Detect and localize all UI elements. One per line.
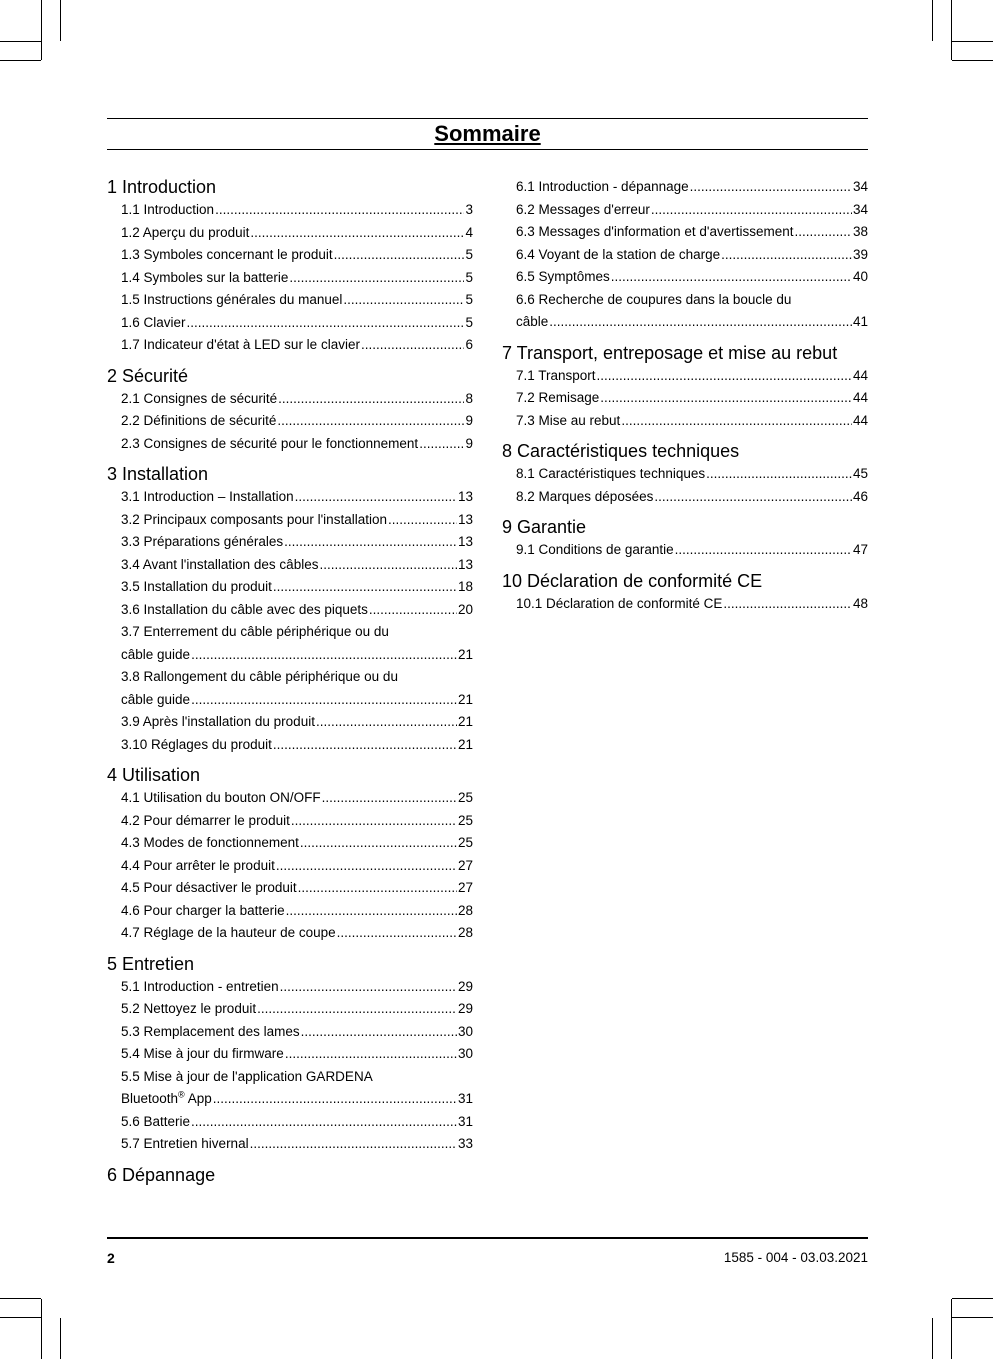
toc-entry[interactable] [502, 266, 868, 289]
toc-entry-label [121, 734, 272, 757]
toc-entry-page: 5 [465, 269, 473, 285]
toc-entry[interactable] [107, 832, 473, 855]
toc-entry-text: 2.1 Consignes de sécurité [121, 390, 278, 406]
toc-entry-label-line1[interactable]: 3.8 Rallongement du câble périphérique ou du [121, 669, 398, 684]
dot-leader [654, 486, 852, 509]
toc-section [107, 463, 473, 756]
dot-leader [257, 998, 457, 1021]
toc-entry-label [121, 509, 387, 532]
crop-mark [0, 1298, 41, 1299]
toc-entry-text: 2.3 Consignes de sécurité pour le fonctionnement [121, 435, 419, 451]
toc-entry[interactable] [107, 554, 473, 577]
toc-entry-text: 6.2 Messages d'erreur [516, 201, 650, 217]
toc-entry-label [121, 855, 275, 878]
dot-leader [191, 1111, 457, 1134]
dot-leader [316, 711, 457, 734]
toc-entry-page: 45 [852, 466, 868, 481]
toc-entry-label [121, 810, 290, 833]
toc-entry-text: 1.1 Introduction [121, 202, 215, 217]
dot-leader [301, 1021, 457, 1044]
toc-entry[interactable] [107, 877, 473, 900]
crop-mark [951, 0, 952, 60]
section-title[interactable]: 1 Introduction [107, 177, 217, 197]
toc-entry[interactable] [107, 410, 473, 433]
toc-entry-label [121, 1111, 190, 1134]
toc-entry-page: 13 [457, 534, 473, 549]
toc-entry-page: 9 [465, 435, 473, 451]
section-title[interactable]: 4 Utilisation [107, 765, 201, 785]
toc-entry-text: 3.10 Réglages du produit [121, 736, 272, 752]
crop-mark [0, 1317, 41, 1318]
toc-entry-page: 27 [457, 880, 473, 895]
toc-entry-page: 41 [852, 314, 868, 329]
toc-entry[interactable] [107, 199, 473, 222]
toc-entry-label [516, 311, 548, 334]
toc-entry-text: 1.2 Aperçu du produit [121, 224, 250, 240]
toc-entry-page: 34 [852, 179, 868, 194]
footer-page-number: 2 [107, 1250, 115, 1266]
toc-entry-page: 30 [457, 1023, 473, 1039]
toc-entry[interactable] [107, 1133, 473, 1156]
toc-entry-label [121, 1043, 284, 1066]
toc-entry[interactable] [502, 486, 868, 509]
toc-entry-page: 29 [457, 978, 473, 994]
toc-entry-page: 38 [852, 224, 868, 239]
dot-leader [250, 1133, 457, 1156]
toc-entry-label [121, 244, 333, 267]
toc-entry-label [516, 199, 650, 222]
crop-mark [0, 60, 41, 61]
dot-leader [651, 199, 852, 222]
toc-entry[interactable] [107, 1021, 473, 1044]
section-title[interactable]: 10 Déclaration de conformité CE [502, 570, 763, 591]
toc-entry-label [121, 832, 299, 855]
toc-entry-page: 44 [852, 390, 868, 405]
toc-entry-text: 4.6 Pour charger la batterie [121, 902, 285, 918]
toc-entry-text: 4.7 Réglage de la hauteur de coupe [121, 925, 336, 940]
toc-entry-text: 3.1 Introduction – Installation [121, 489, 294, 504]
dot-leader [286, 900, 457, 923]
toc-entry-label [121, 998, 256, 1021]
toc-entry[interactable] [502, 221, 868, 244]
toc-entry-text: 5.6 Batterie [121, 1113, 191, 1129]
dot-leader [215, 199, 464, 222]
toc-entry[interactable] [107, 599, 473, 622]
dot-leader [600, 387, 852, 410]
toc-entry-page: 40 [852, 269, 868, 284]
toc-entry-page: 13 [457, 489, 473, 504]
toc-entry-text: 1.5 Instructions générales du manuel [121, 292, 343, 307]
toc-entry-label [516, 266, 610, 289]
toc-entry-label [121, 199, 214, 222]
toc-entry[interactable] [502, 311, 868, 334]
toc-entry[interactable] [502, 539, 868, 562]
toc-entry[interactable] [107, 1043, 473, 1066]
toc-entry[interactable] [502, 593, 868, 616]
toc-entry[interactable] [107, 787, 473, 810]
crop-mark [952, 41, 993, 42]
dot-leader [343, 289, 464, 312]
toc-entry[interactable] [107, 222, 473, 245]
toc-entry-text: 7.2 Remisage [516, 390, 600, 405]
toc-entry-label-line1[interactable]: 5.5 Mise à jour de l'application GARDENA [121, 1068, 373, 1084]
toc-entry-label [516, 410, 620, 433]
dot-leader [291, 810, 457, 833]
toc-entry-page: 5 [465, 314, 473, 330]
toc-entry-label [121, 599, 368, 622]
toc-entry[interactable] [502, 365, 868, 388]
dot-leader [322, 787, 457, 810]
dot-leader [337, 922, 457, 945]
toc-entry-text: 6.4 Voyant de la station de charge [516, 246, 721, 262]
toc-entry[interactable] [107, 509, 473, 532]
toc-entry-page: 5 [465, 292, 473, 307]
toc-entry-label [121, 267, 288, 290]
toc-entry-label [121, 410, 276, 433]
toc-section [502, 516, 868, 562]
toc-entry-label [121, 689, 190, 712]
toc-entry[interactable] [107, 576, 473, 599]
toc-entry-text: 8.1 Caractéristiques techniques [516, 466, 706, 481]
toc-entry-label [121, 644, 190, 667]
dot-leader [213, 1088, 457, 1111]
toc-entry-text: 7.3 Mise au rebut [516, 412, 621, 428]
toc-entry-text: 5.7 Entretien hivernal [121, 1136, 249, 1151]
dot-leader [187, 312, 465, 335]
toc-entry[interactable] [502, 244, 868, 267]
dot-leader [723, 593, 852, 616]
toc-entry-text: 1.7 Indicateur d'état à LED sur le clavier [121, 337, 360, 352]
toc-entry-text: 3.5 Installation du produit [121, 579, 272, 594]
toc-entry-text: 10.1 Déclaration de conformité CE [516, 595, 723, 611]
toc-entry-page: 9 [465, 413, 473, 428]
crop-mark [952, 1298, 993, 1299]
dot-leader [278, 388, 464, 411]
toc-entry-page: 8 [465, 390, 473, 406]
toc-entry-page: 48 [852, 595, 868, 611]
toc-entry-text: 3.6 Installation du câble avec des piquets [121, 601, 368, 617]
toc-entry-text: 3.3 Préparations générales [121, 534, 284, 549]
toc-entry[interactable] [107, 900, 473, 923]
toc-entry-text: 1.3 Symboles concernant le produit [121, 247, 333, 262]
toc-entry-label [516, 539, 674, 562]
toc-entry[interactable] [107, 531, 473, 554]
section-title[interactable]: 9 Garantie [502, 517, 587, 537]
toc-entry-page: 30 [457, 1046, 473, 1061]
toc-entry-page: 20 [457, 601, 473, 617]
dot-leader [280, 976, 457, 999]
toc-entry-page: 29 [457, 1001, 473, 1016]
toc-entry[interactable] [107, 689, 473, 712]
dot-leader [276, 855, 457, 878]
dot-leader [611, 266, 852, 289]
toc-entry[interactable] [502, 199, 868, 222]
toc-entry[interactable] [107, 334, 473, 357]
dot-leader [706, 463, 852, 486]
toc-entry-label [121, 531, 283, 554]
toc-entry-text: 3.9 Après l'installation du produit [121, 714, 315, 729]
toc-section [502, 440, 868, 508]
toc-entry-text: 8.2 Marques déposées [516, 488, 654, 504]
toc-entry-label [121, 334, 360, 357]
toc-entry-label [516, 244, 720, 267]
toc-entry-label [121, 388, 277, 411]
toc-entry-page: 28 [457, 902, 473, 918]
toc-entry-label [121, 486, 294, 509]
dot-leader [285, 1043, 457, 1066]
toc-entry-page: 6 [465, 337, 473, 352]
toc-section [502, 342, 868, 433]
toc-entry-text-suffix: App [184, 1091, 212, 1106]
toc-entry[interactable] [107, 855, 473, 878]
toc-entry-label [121, 787, 321, 810]
toc-entry-text: 7.1 Transport [516, 367, 596, 383]
toc-entry-label [121, 1021, 300, 1044]
dot-leader [319, 554, 457, 577]
toc-entry-page: 28 [457, 925, 473, 940]
toc-entry-page: 25 [457, 812, 473, 828]
toc-entry-text: 5.4 Mise à jour du firmware [121, 1046, 284, 1061]
dot-leader [298, 877, 457, 900]
toc-entry-label [516, 486, 653, 509]
toc-entry[interactable] [107, 711, 473, 734]
crop-mark [60, 0, 61, 41]
toc-entry-label [121, 1088, 212, 1111]
toc-entry-label [121, 1133, 249, 1156]
dot-leader [300, 832, 457, 855]
toc-entry-text: 1.6 Clavier [121, 314, 186, 330]
toc-entry-page: 3 [465, 202, 473, 217]
toc-entry-page: 31 [457, 1091, 473, 1106]
toc-entry[interactable] [107, 267, 473, 290]
toc-entry-label [121, 289, 342, 312]
section-title[interactable]: 8 Caractéristiques techniques [502, 441, 740, 461]
dot-leader [289, 267, 464, 290]
toc-entry-label [121, 922, 336, 945]
registered-mark: ® [178, 1089, 185, 1100]
dot-leader [250, 222, 464, 245]
toc-entry-text: câble [516, 314, 549, 329]
toc-entry-text: 2.2 Définitions de sécurité [121, 413, 277, 428]
toc-entry-page: 25 [457, 790, 473, 805]
toc-entry-page: 46 [852, 488, 868, 504]
toc-entry-text: 1.4 Symboles sur la batterie [121, 269, 289, 285]
toc-section [107, 365, 473, 456]
dot-leader [334, 244, 465, 267]
toc-entry-page: 21 [457, 646, 473, 662]
toc-entry-label [516, 463, 705, 486]
toc-entry[interactable] [107, 312, 473, 335]
section-title[interactable]: 3 Installation [107, 464, 209, 484]
toc-section [107, 176, 473, 357]
dot-leader [549, 311, 852, 334]
page-title: Sommaire [434, 121, 541, 146]
toc-entry-label [121, 976, 279, 999]
footer-doc-code: 1585 - 004 - 03.03.2021 [723, 1250, 868, 1265]
dot-leader [388, 509, 457, 532]
dot-leader [295, 486, 457, 509]
toc-entry[interactable] [107, 734, 473, 757]
toc-entry-page: 4 [465, 224, 473, 240]
toc-entry[interactable] [107, 644, 473, 667]
toc-entry-text: 6.5 Symptômes [516, 269, 610, 284]
toc-entry[interactable] [107, 244, 473, 267]
toc-entry-page: 34 [852, 201, 868, 217]
crop-mark [932, 1318, 933, 1359]
crop-mark [932, 0, 933, 41]
toc-entry-label-line1[interactable]: 3.7 Enterrement du câble périphérique ou du [121, 624, 389, 639]
toc-entry[interactable] [107, 433, 473, 456]
toc-entry-label [121, 554, 318, 577]
crop-mark [41, 0, 42, 60]
toc-entry-text: câble guide [121, 691, 191, 707]
toc-entry-page: 47 [852, 542, 868, 557]
dot-leader [191, 644, 457, 667]
toc-entry[interactable] [107, 1111, 473, 1134]
toc-entry-label [121, 877, 297, 900]
page-title-bar [107, 118, 868, 150]
dot-leader [273, 734, 457, 757]
dot-leader [284, 531, 457, 554]
toc-entry[interactable] [502, 410, 868, 433]
toc-entry-label [516, 365, 596, 388]
toc-entry-text: 4.2 Pour démarrer le produit [121, 812, 290, 828]
crop-mark [60, 1318, 61, 1359]
toc-entry-page: 31 [457, 1113, 473, 1129]
toc-entry-text: 3.4 Avant l'installation des câbles [121, 556, 319, 572]
toc-entry-text: 4.1 Utilisation du bouton ON/OFF [121, 790, 321, 805]
toc-entry[interactable] [107, 289, 473, 312]
toc-left-column [107, 176, 473, 1194]
toc-entry-text: 5.1 Introduction - entretien [121, 978, 279, 994]
toc-entry-page: 33 [457, 1136, 473, 1151]
toc-entry[interactable] [502, 176, 868, 199]
toc-entry-page: 21 [457, 691, 473, 707]
section-title[interactable]: 6 Dépannage [107, 1164, 216, 1185]
toc-section [107, 953, 473, 1156]
toc-entry[interactable] [107, 810, 473, 833]
dot-leader [361, 334, 465, 357]
toc-entry-text: 5.2 Nettoyez le produit [121, 1001, 257, 1016]
toc-entry-text: 6.3 Messages d'information et d'avertissement [516, 224, 794, 239]
toc-section [502, 570, 868, 616]
toc-entry[interactable] [502, 387, 868, 410]
footer-divider [107, 1237, 868, 1239]
toc-entry-label [121, 900, 285, 923]
toc-section [107, 764, 473, 945]
crop-mark [0, 41, 41, 42]
toc-entry[interactable] [107, 388, 473, 411]
toc-entry-page: 21 [457, 714, 473, 729]
dot-leader [690, 176, 852, 199]
toc-entry[interactable] [107, 976, 473, 999]
toc-entry-page: 5 [465, 247, 473, 262]
crop-mark [952, 60, 993, 61]
toc-entry-text: 3.2 Principaux composants pour l'installation [121, 511, 387, 527]
toc-entry-text: 4.5 Pour désactiver le produit [121, 880, 297, 895]
crop-mark [952, 1317, 993, 1318]
toc-entry-page: 39 [852, 246, 868, 262]
toc-section [502, 176, 868, 334]
toc-entry-page: 13 [457, 511, 473, 527]
toc-section [107, 1164, 473, 1186]
toc-entry-label-line1[interactable]: 6.6 Recherche de coupures dans la boucle du [516, 291, 792, 307]
dot-leader [277, 410, 464, 433]
toc-entry-text: 6.1 Introduction - dépannage [516, 179, 689, 194]
section-title[interactable]: 7 Transport, entreposage et mise au rebut [502, 342, 838, 363]
toc-entry[interactable] [107, 998, 473, 1021]
dot-leader [419, 433, 464, 456]
toc-entry-page: 44 [852, 412, 868, 428]
dot-leader [795, 221, 852, 244]
dot-leader [191, 689, 457, 712]
toc-entry-text: 9.1 Conditions de garantie [516, 542, 674, 557]
toc-entry-page: 18 [457, 579, 473, 594]
section-title[interactable]: 2 Sécurité [107, 365, 189, 386]
toc-entry-label [516, 387, 599, 410]
toc-entry[interactable] [107, 922, 473, 945]
toc-entry-text: 4.3 Modes de fonctionnement [121, 835, 299, 850]
toc-right-column [502, 176, 868, 623]
crop-mark [951, 1299, 952, 1359]
toc-entry-text: câble guide [121, 646, 191, 662]
toc-entry-page: 44 [852, 367, 868, 383]
toc-entry-label [121, 222, 249, 245]
toc-entry-page: 25 [457, 835, 473, 850]
toc-entry-label [121, 576, 272, 599]
toc-entry-label [516, 176, 689, 199]
dot-leader [621, 410, 852, 433]
toc-entry-text: 4.4 Pour arrêter le produit [121, 857, 275, 873]
dot-leader [675, 539, 852, 562]
dot-leader [597, 365, 852, 388]
dot-leader [721, 244, 852, 267]
toc-entry-label [516, 593, 722, 616]
toc-entry-label [121, 433, 418, 456]
toc-entry[interactable] [502, 463, 868, 486]
toc-entry[interactable] [107, 1088, 473, 1111]
toc-entry[interactable] [107, 486, 473, 509]
toc-entry-label [516, 221, 794, 244]
toc-entry-page: 27 [457, 857, 473, 873]
dot-leader [273, 576, 457, 599]
toc-entry-page: 13 [457, 556, 473, 572]
crop-mark [41, 1299, 42, 1359]
toc-entry-label [121, 312, 186, 335]
toc-entry-text: 5.3 Remplacement des lames [121, 1023, 300, 1039]
toc-entry-text: Bluetooth [121, 1091, 179, 1106]
dot-leader [369, 599, 457, 622]
section-title[interactable]: 5 Entretien [107, 953, 195, 974]
toc-entry-page: 21 [457, 736, 473, 752]
toc-entry-label [121, 711, 315, 734]
